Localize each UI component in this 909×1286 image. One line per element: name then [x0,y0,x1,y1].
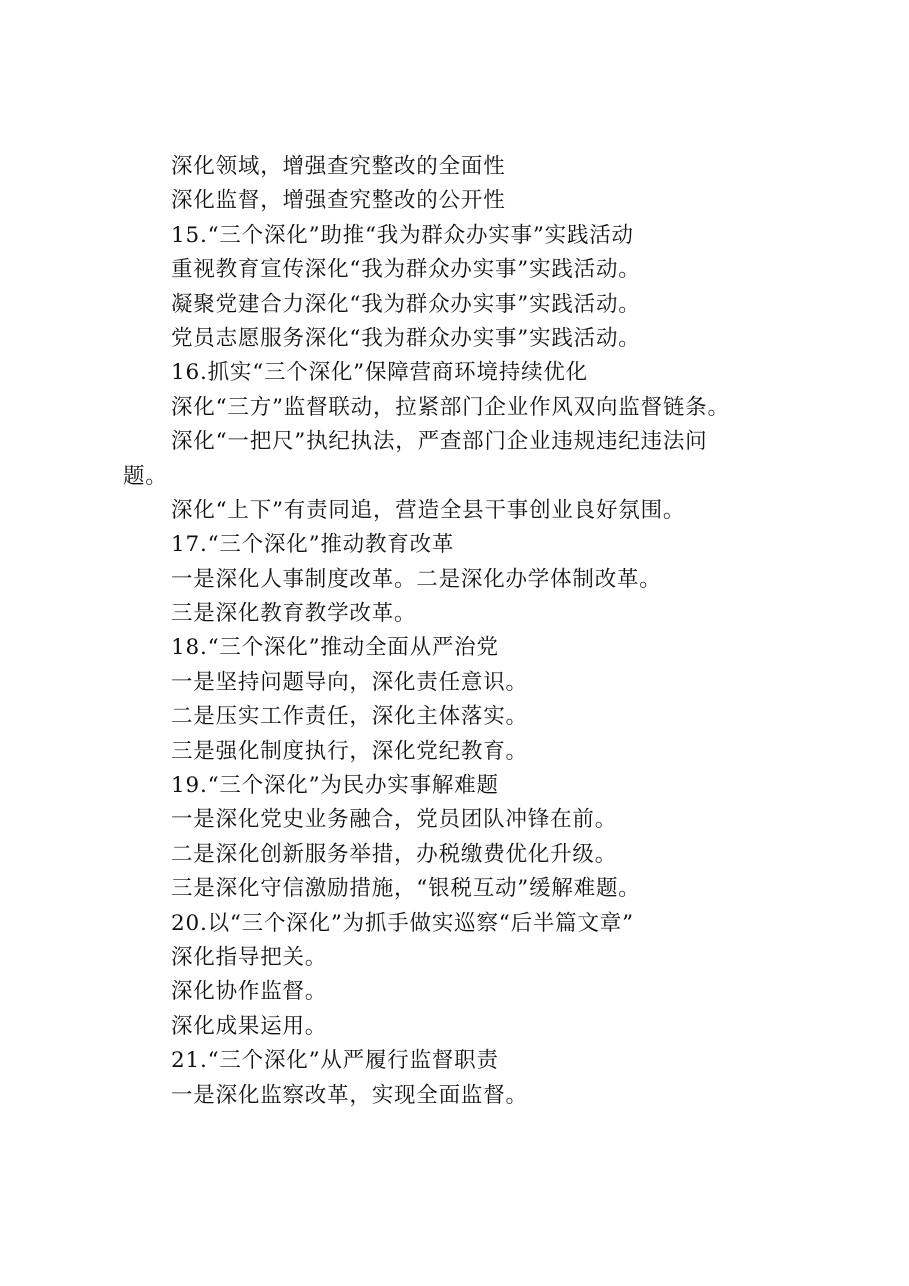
section-heading: 15.“三个深化”助推“我为群众办实事”实践活动 [171,222,634,248]
text-line: 深化领域，增强查究整改的全面性 [171,154,506,179]
text-line: 一是坚持问题导向，深化责任意识。 [171,669,528,695]
text-line: 二是深化创新服务举措，办税缴费优化升级。 [171,841,618,867]
section-heading: 17.“三个深化”推动教育改革 [171,532,455,558]
text-line: 三是深化守信激励措施，“银税互动”缓解难题。 [171,876,641,902]
section-heading: 19.“三个深化”为民办实事解难题 [171,773,499,799]
text-line: 三是强化制度执行，深化党纪教育。 [171,738,528,764]
section-heading: 21.“三个深化”从严履行监督职责 [171,1048,499,1074]
text-line: 一是深化党史业务融合，党员团队冲锋在前。 [171,807,618,833]
text-line: 深化监督，增强查究整改的公开性 [171,188,506,214]
text-line: 一是深化监察改革，实现全面监督。 [171,1082,528,1108]
section-heading: 16.抓实“三个深化”保障营商环境持续优化 [171,360,588,386]
text-line: 三是深化教育教学改革。 [171,601,417,627]
text-line: 党员志愿服务深化“我为群众办实事”实践活动。 [171,325,641,351]
text-line: 深化成果运用。 [171,1013,328,1039]
text-line: 深化协作监督。 [171,979,328,1005]
text-line: 深化“一把尺”执纪执法，严查部门企业违规违纪违法问 [171,429,708,455]
text-line: 深化指导把关。 [171,944,328,970]
text-line: 深化“三方”监督联动，拉紧部门企业作风双向监督链条。 [171,394,730,420]
text-line: 一是深化人事制度改革。二是深化办学体制改革。 [171,566,662,592]
section-heading: 18.“三个深化”推动全面从严治党 [171,635,499,661]
document-body [123,150,803,1113]
text-line: 深化“上下”有责同追，营造全县干事创业良好氛围。 [171,497,686,523]
text-line: 凝聚党建合力深化“我为群众办实事”实践活动。 [171,291,641,317]
section-heading: 20.以“三个深化”为抓手做实巡察“后半篇文章” [171,910,634,936]
text-line-continuation: 题。 [123,463,168,489]
text-line: 重视教育宣传深化“我为群众办实事”实践活动。 [171,257,641,283]
text-line: 二是压实工作责任，深化主体落实。 [171,704,528,730]
